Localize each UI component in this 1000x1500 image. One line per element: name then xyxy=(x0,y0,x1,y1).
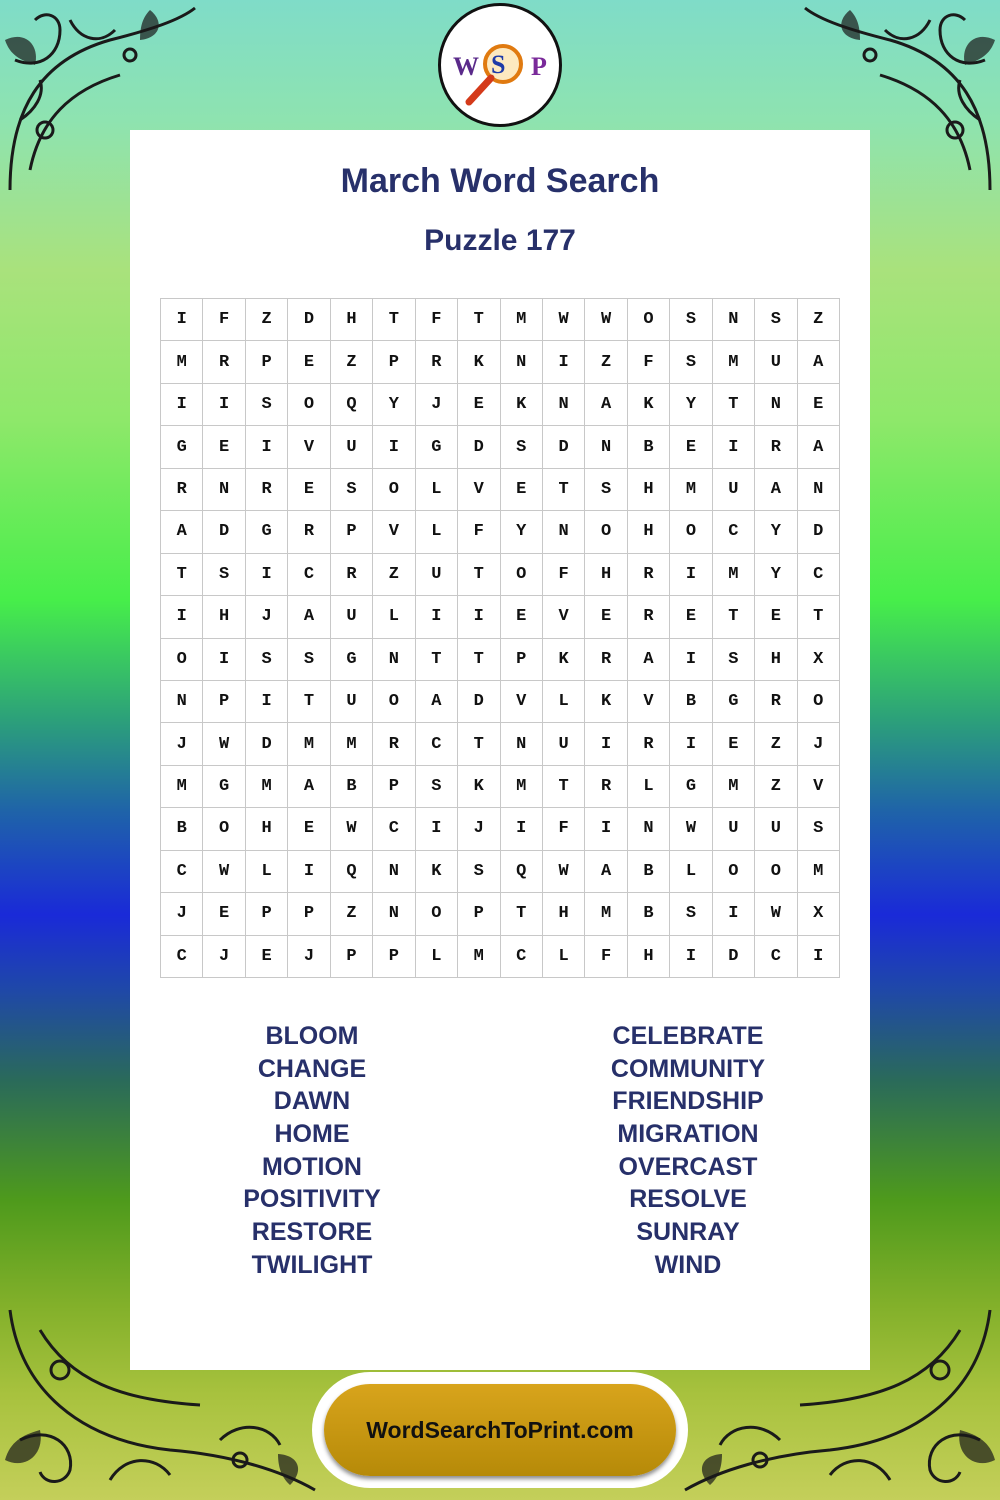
grid-cell[interactable]: F xyxy=(543,808,585,850)
grid-cell[interactable]: I xyxy=(713,426,755,468)
grid-cell[interactable]: Z xyxy=(755,766,797,808)
grid-cell[interactable]: V xyxy=(458,469,500,511)
grid-cell[interactable]: B xyxy=(628,851,670,893)
grid-cell[interactable]: V xyxy=(798,766,840,808)
grid-cell[interactable]: J xyxy=(161,723,203,765)
grid-cell[interactable]: P xyxy=(501,639,543,681)
grid-cell[interactable]: M xyxy=(161,766,203,808)
grid-cell[interactable]: I xyxy=(543,341,585,383)
grid-cell[interactable]: M xyxy=(501,299,543,341)
word-list-item: MOTION xyxy=(262,1152,362,1181)
grid-cell[interactable]: T xyxy=(713,596,755,638)
grid-cell[interactable]: R xyxy=(755,426,797,468)
grid-cell[interactable]: D xyxy=(798,511,840,553)
grid-cell[interactable]: W xyxy=(755,893,797,935)
grid-cell[interactable]: J xyxy=(798,723,840,765)
grid-cell[interactable]: H xyxy=(628,469,670,511)
grid-cell[interactable]: J xyxy=(416,384,458,426)
grid-cell[interactable]: E xyxy=(288,469,330,511)
grid-cell[interactable]: C xyxy=(798,554,840,596)
grid-cell[interactable]: S xyxy=(585,469,627,511)
grid-cell[interactable]: E xyxy=(288,808,330,850)
grid-cell[interactable]: A xyxy=(585,851,627,893)
grid-cell[interactable]: R xyxy=(331,554,373,596)
grid-cell[interactable]: D xyxy=(203,511,245,553)
grid-cell[interactable]: W xyxy=(585,299,627,341)
grid-cell[interactable]: B xyxy=(161,808,203,850)
grid-cell[interactable]: R xyxy=(203,341,245,383)
grid-cell[interactable]: I xyxy=(798,936,840,978)
grid-cell[interactable]: E xyxy=(458,384,500,426)
grid-cell[interactable]: N xyxy=(628,808,670,850)
grid-cell[interactable]: T xyxy=(161,554,203,596)
grid-cell[interactable]: S xyxy=(670,893,712,935)
grid-cell[interactable]: E xyxy=(246,936,288,978)
grid-cell[interactable]: O xyxy=(416,893,458,935)
grid-cell[interactable]: G xyxy=(416,426,458,468)
page-title: March Word Search xyxy=(340,162,660,200)
grid-cell[interactable]: M xyxy=(713,341,755,383)
grid-cell[interactable]: M xyxy=(458,936,500,978)
grid-cell[interactable]: V xyxy=(628,681,670,723)
grid-cell[interactable]: F xyxy=(416,299,458,341)
grid-cell[interactable]: Q xyxy=(331,384,373,426)
grid-cell[interactable]: U xyxy=(755,808,797,850)
grid-cell[interactable]: V xyxy=(501,681,543,723)
grid-cell[interactable]: Q xyxy=(501,851,543,893)
grid-cell[interactable]: C xyxy=(373,808,415,850)
grid-cell[interactable]: U xyxy=(331,681,373,723)
grid-cell[interactable]: A xyxy=(161,511,203,553)
grid-cell[interactable]: O xyxy=(373,469,415,511)
grid-cell[interactable]: M xyxy=(246,766,288,808)
grid-cell[interactable]: S xyxy=(246,384,288,426)
grid-cell[interactable]: I xyxy=(161,299,203,341)
grid-cell[interactable]: A xyxy=(798,426,840,468)
grid-cell[interactable]: P xyxy=(373,766,415,808)
grid-cell[interactable]: P xyxy=(373,341,415,383)
grid-cell[interactable]: A xyxy=(288,766,330,808)
grid-cell[interactable]: A xyxy=(585,384,627,426)
grid-cell[interactable]: O xyxy=(501,554,543,596)
grid-cell[interactable]: C xyxy=(416,723,458,765)
grid-cell[interactable]: L xyxy=(416,511,458,553)
word-list-item: HOME xyxy=(274,1120,350,1149)
word-list-item: CHANGE xyxy=(257,1054,367,1083)
grid-cell[interactable]: W xyxy=(203,723,245,765)
grid-cell[interactable]: E xyxy=(501,596,543,638)
grid-cell[interactable]: S xyxy=(755,299,797,341)
grid-cell[interactable]: R xyxy=(585,639,627,681)
grid-cell[interactable]: S xyxy=(713,639,755,681)
grid-cell[interactable]: E xyxy=(288,341,330,383)
grid-cell[interactable]: L xyxy=(373,596,415,638)
grid-cell[interactable]: I xyxy=(416,808,458,850)
grid-cell[interactable]: K xyxy=(501,384,543,426)
grid-cell[interactable]: S xyxy=(458,851,500,893)
grid-cell[interactable]: K xyxy=(416,851,458,893)
grid-cell[interactable]: W xyxy=(543,851,585,893)
grid-cell[interactable]: N xyxy=(203,469,245,511)
grid-cell[interactable]: P xyxy=(331,936,373,978)
grid-cell[interactable]: M xyxy=(713,766,755,808)
grid-cell[interactable]: V xyxy=(288,426,330,468)
grid-cell[interactable]: R xyxy=(161,469,203,511)
grid-cell[interactable]: K xyxy=(585,681,627,723)
grid-cell[interactable]: B xyxy=(628,893,670,935)
grid-cell[interactable]: P xyxy=(246,341,288,383)
grid-cell[interactable]: Z xyxy=(246,299,288,341)
grid-cell[interactable]: B xyxy=(670,681,712,723)
grid-cell[interactable]: T xyxy=(288,681,330,723)
grid-cell[interactable]: O xyxy=(161,639,203,681)
grid-cell[interactable]: Z xyxy=(755,723,797,765)
grid-cell[interactable]: T xyxy=(798,596,840,638)
grid-cell[interactable]: B xyxy=(331,766,373,808)
grid-cell[interactable]: I xyxy=(161,596,203,638)
grid-cell[interactable]: Z xyxy=(585,341,627,383)
puzzle-number: Puzzle 177 xyxy=(424,224,576,257)
grid-cell[interactable]: R xyxy=(246,469,288,511)
grid-cell[interactable]: R xyxy=(628,554,670,596)
grid-cell[interactable]: N xyxy=(373,893,415,935)
grid-cell[interactable]: P xyxy=(203,681,245,723)
grid-cell[interactable]: U xyxy=(755,341,797,383)
grid-cell[interactable]: Y xyxy=(670,384,712,426)
grid-cell[interactable]: Y xyxy=(373,384,415,426)
grid-cell[interactable]: F xyxy=(585,936,627,978)
word-list-item: CELEBRATE xyxy=(612,1022,764,1050)
grid-cell[interactable]: I xyxy=(373,426,415,468)
grid-cell[interactable]: Z xyxy=(331,341,373,383)
grid-cell[interactable]: F xyxy=(628,341,670,383)
grid-cell[interactable]: N xyxy=(798,469,840,511)
grid-cell[interactable]: Y xyxy=(501,511,543,553)
grid-cell[interactable]: E xyxy=(203,893,245,935)
grid-cell[interactable]: I xyxy=(203,639,245,681)
grid-cell[interactable]: L xyxy=(543,681,585,723)
grid-cell[interactable]: W xyxy=(331,808,373,850)
grid-cell[interactable]: P xyxy=(458,893,500,935)
word-list-right xyxy=(538,1020,838,1282)
grid-cell[interactable]: V xyxy=(373,511,415,553)
grid-cell[interactable]: I xyxy=(416,596,458,638)
grid-cell[interactable]: T xyxy=(501,893,543,935)
grid-cell[interactable]: Y xyxy=(755,554,797,596)
grid-cell[interactable]: T xyxy=(543,766,585,808)
grid-cell[interactable]: O xyxy=(628,299,670,341)
grid-cell[interactable]: T xyxy=(458,639,500,681)
word-list-item: MIGRATION xyxy=(617,1120,759,1149)
grid-cell[interactable]: U xyxy=(416,554,458,596)
grid-cell[interactable]: H xyxy=(585,554,627,596)
grid-cell[interactable]: M xyxy=(288,723,330,765)
grid-cell[interactable]: I xyxy=(246,554,288,596)
grid-cell[interactable]: P xyxy=(288,893,330,935)
grid-cell[interactable]: Y xyxy=(755,511,797,553)
grid-cell[interactable]: X xyxy=(798,639,840,681)
grid-cell[interactable]: J xyxy=(458,808,500,850)
grid-cell[interactable]: L xyxy=(246,851,288,893)
word-list-item: COMMUNITY xyxy=(610,1054,766,1083)
grid-cell[interactable]: E xyxy=(755,596,797,638)
grid-cell[interactable]: M xyxy=(798,851,840,893)
grid-cell[interactable]: S xyxy=(416,766,458,808)
grid-cell[interactable]: O xyxy=(203,808,245,850)
grid-cell[interactable]: S xyxy=(246,639,288,681)
site-link-button[interactable]: WordSearchToPrint.com xyxy=(324,1384,676,1476)
grid-cell[interactable]: J xyxy=(161,893,203,935)
grid-cell[interactable]: L xyxy=(416,936,458,978)
grid-cell[interactable]: S xyxy=(203,554,245,596)
grid-cell[interactable]: U xyxy=(713,808,755,850)
word-list-item: TWILIGHT xyxy=(251,1250,373,1279)
grid-cell[interactable]: J xyxy=(246,596,288,638)
word-list-item: RESOLVE xyxy=(629,1185,747,1214)
grid-cell[interactable]: A xyxy=(288,596,330,638)
word-list-item: WIND xyxy=(654,1250,722,1279)
grid-cell[interactable]: M xyxy=(161,341,203,383)
grid-cell[interactable]: T xyxy=(373,299,415,341)
grid-cell[interactable]: E xyxy=(670,426,712,468)
grid-cell[interactable]: F xyxy=(543,554,585,596)
grid-cell[interactable]: I xyxy=(458,596,500,638)
grid-cell[interactable]: M xyxy=(331,723,373,765)
grid-cell[interactable]: I xyxy=(246,426,288,468)
grid-cell[interactable]: O xyxy=(798,681,840,723)
grid-cell[interactable]: N xyxy=(713,299,755,341)
grid-cell[interactable]: N xyxy=(373,639,415,681)
grid-cell[interactable]: R xyxy=(628,596,670,638)
grid-cell[interactable]: T xyxy=(543,469,585,511)
grid-cell[interactable]: D xyxy=(458,681,500,723)
grid-cell[interactable]: T xyxy=(458,299,500,341)
grid-cell[interactable]: G xyxy=(161,426,203,468)
grid-cell[interactable]: T xyxy=(416,639,458,681)
grid-cell[interactable]: B xyxy=(628,426,670,468)
grid-cell[interactable]: C xyxy=(161,936,203,978)
grid-cell[interactable]: D xyxy=(458,426,500,468)
grid-cell[interactable]: I xyxy=(288,851,330,893)
grid-cell[interactable]: F xyxy=(203,299,245,341)
logo-letter-s: S xyxy=(491,50,506,79)
grid-cell[interactable]: I xyxy=(161,384,203,426)
word-list-item: FRIENDSHIP xyxy=(612,1087,764,1116)
grid-cell[interactable]: U xyxy=(331,426,373,468)
grid-cell[interactable]: H xyxy=(246,808,288,850)
letter-grid[interactable] xyxy=(160,298,840,978)
grid-cell[interactable]: E xyxy=(585,596,627,638)
grid-cell[interactable]: N xyxy=(755,384,797,426)
grid-cell[interactable]: M xyxy=(501,766,543,808)
word-list-item: POSITIVITY xyxy=(243,1185,381,1214)
grid-cell[interactable]: P xyxy=(246,893,288,935)
grid-cell[interactable]: D xyxy=(713,936,755,978)
grid-cell[interactable]: T xyxy=(458,554,500,596)
grid-cell[interactable]: C xyxy=(755,936,797,978)
grid-cell[interactable]: I xyxy=(246,681,288,723)
site-logo[interactable] xyxy=(438,3,562,127)
grid-cell[interactable]: U xyxy=(713,469,755,511)
grid-cell[interactable]: C xyxy=(161,851,203,893)
grid-cell[interactable]: P xyxy=(373,936,415,978)
grid-cell[interactable]: H xyxy=(203,596,245,638)
grid-cell[interactable]: S xyxy=(501,426,543,468)
grid-cell[interactable]: A xyxy=(628,639,670,681)
grid-cell[interactable]: L xyxy=(416,469,458,511)
grid-cell[interactable]: I xyxy=(670,554,712,596)
grid-cell[interactable]: O xyxy=(288,384,330,426)
grid-cell[interactable]: F xyxy=(458,511,500,553)
grid-cell[interactable]: G xyxy=(331,639,373,681)
grid-cell[interactable]: W xyxy=(670,808,712,850)
grid-cell[interactable]: L xyxy=(543,936,585,978)
grid-cell[interactable]: D xyxy=(288,299,330,341)
grid-cell[interactable]: J xyxy=(288,936,330,978)
grid-cell[interactable]: R xyxy=(373,723,415,765)
grid-cell[interactable]: G xyxy=(203,766,245,808)
grid-cell[interactable]: R xyxy=(755,681,797,723)
grid-cell[interactable]: N xyxy=(373,851,415,893)
logo-letter-w: W xyxy=(453,52,479,81)
grid-cell[interactable]: I xyxy=(670,639,712,681)
grid-cell[interactable]: E xyxy=(670,596,712,638)
grid-cell[interactable]: R xyxy=(628,723,670,765)
grid-cell[interactable]: E xyxy=(501,469,543,511)
grid-cell[interactable]: S xyxy=(288,639,330,681)
logo-letter-p: P xyxy=(531,52,547,81)
word-list-item: RESTORE xyxy=(251,1218,373,1247)
grid-cell[interactable]: U xyxy=(331,596,373,638)
grid-cell[interactable]: R xyxy=(288,511,330,553)
grid-cell[interactable]: G xyxy=(246,511,288,553)
grid-cell[interactable]: G xyxy=(713,681,755,723)
grid-cell[interactable]: Q xyxy=(331,851,373,893)
word-list-item: SUNRAY xyxy=(636,1218,740,1247)
grid-cell[interactable]: O xyxy=(713,851,755,893)
grid-cell[interactable]: S xyxy=(798,808,840,850)
grid-cell[interactable]: R xyxy=(416,341,458,383)
grid-cell[interactable]: E xyxy=(713,723,755,765)
grid-cell[interactable]: S xyxy=(670,341,712,383)
word-list-item: DAWN xyxy=(273,1087,351,1116)
grid-cell[interactable]: I xyxy=(670,936,712,978)
grid-cell[interactable]: D xyxy=(246,723,288,765)
grid-cell[interactable]: I xyxy=(585,808,627,850)
grid-cell[interactable]: H xyxy=(628,511,670,553)
grid-cell[interactable]: M xyxy=(713,554,755,596)
grid-cell[interactable]: O xyxy=(670,511,712,553)
word-list-item: OVERCAST xyxy=(618,1152,758,1181)
grid-cell[interactable]: O xyxy=(755,851,797,893)
grid-cell[interactable]: L xyxy=(628,766,670,808)
grid-cell[interactable]: W xyxy=(203,851,245,893)
word-list-left xyxy=(162,1020,462,1282)
grid-cell[interactable]: O xyxy=(585,511,627,553)
grid-cell[interactable]: H xyxy=(543,893,585,935)
grid-cell[interactable]: A xyxy=(755,469,797,511)
grid-cell[interactable]: C xyxy=(501,936,543,978)
grid-cell[interactable]: A xyxy=(416,681,458,723)
grid-cell[interactable]: I xyxy=(203,384,245,426)
word-list-item: BLOOM xyxy=(265,1022,359,1050)
grid-cell[interactable]: R xyxy=(585,766,627,808)
grid-cell[interactable]: T xyxy=(713,384,755,426)
grid-cell[interactable]: G xyxy=(670,766,712,808)
grid-cell[interactable]: J xyxy=(203,936,245,978)
grid-cell[interactable]: N xyxy=(543,384,585,426)
grid-cell[interactable]: W xyxy=(543,299,585,341)
grid-cell[interactable]: Z xyxy=(798,299,840,341)
grid-cell[interactable]: M xyxy=(585,893,627,935)
grid-cell[interactable]: K xyxy=(458,766,500,808)
grid-cell[interactable]: K xyxy=(458,341,500,383)
grid-cell[interactable]: I xyxy=(585,723,627,765)
grid-cell[interactable]: E xyxy=(203,426,245,468)
grid-cell[interactable]: M xyxy=(670,469,712,511)
grid-cell[interactable]: O xyxy=(373,681,415,723)
grid-cell[interactable]: I xyxy=(670,723,712,765)
grid-cell[interactable]: U xyxy=(543,723,585,765)
grid-cell[interactable]: E xyxy=(798,384,840,426)
grid-cell[interactable]: I xyxy=(501,808,543,850)
grid-cell[interactable]: N xyxy=(501,723,543,765)
grid-cell[interactable]: C xyxy=(713,511,755,553)
grid-cell[interactable]: S xyxy=(670,299,712,341)
grid-cell[interactable]: H xyxy=(755,639,797,681)
grid-cell[interactable]: K xyxy=(543,639,585,681)
grid-cell[interactable]: N xyxy=(585,426,627,468)
grid-cell[interactable]: I xyxy=(713,893,755,935)
grid-cell[interactable]: T xyxy=(458,723,500,765)
grid-cell[interactable]: N xyxy=(501,341,543,383)
grid-cell[interactable]: N xyxy=(161,681,203,723)
grid-cell[interactable]: H xyxy=(628,936,670,978)
grid-cell[interactable]: C xyxy=(288,554,330,596)
grid-cell[interactable]: V xyxy=(543,596,585,638)
grid-cell[interactable]: N xyxy=(543,511,585,553)
grid-cell[interactable]: X xyxy=(798,893,840,935)
grid-cell[interactable]: H xyxy=(331,299,373,341)
grid-cell[interactable]: S xyxy=(331,469,373,511)
grid-cell[interactable]: D xyxy=(543,426,585,468)
grid-cell[interactable]: L xyxy=(670,851,712,893)
grid-cell[interactable]: Z xyxy=(331,893,373,935)
grid-cell[interactable]: Z xyxy=(373,554,415,596)
grid-cell[interactable]: P xyxy=(331,511,373,553)
grid-cell[interactable]: K xyxy=(628,384,670,426)
grid-cell[interactable]: A xyxy=(798,341,840,383)
